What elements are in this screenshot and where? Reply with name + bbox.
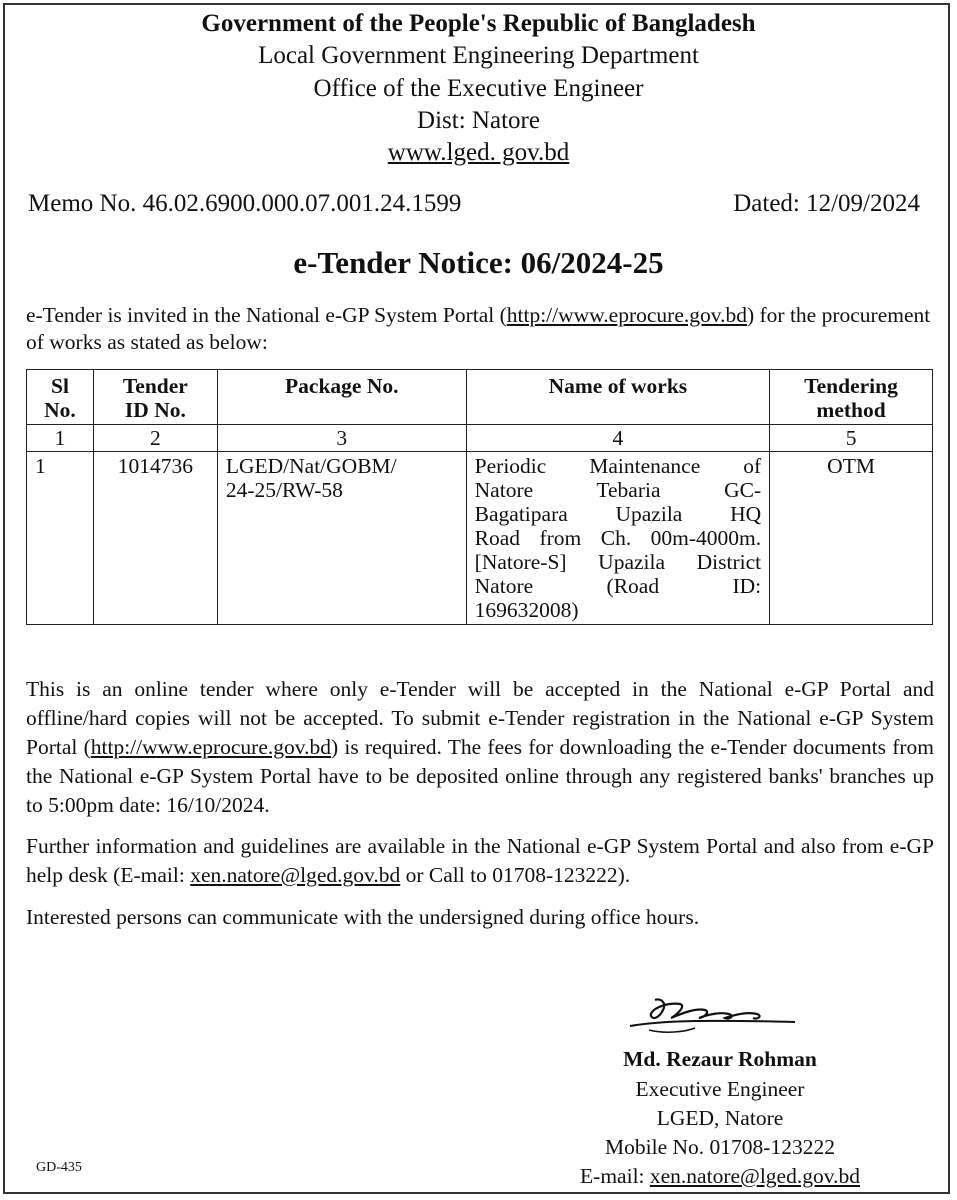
column-number: 1 (27, 425, 94, 452)
signatory-office: LGED, Natore (656, 1106, 784, 1130)
footer-code: GD-435 (36, 1160, 82, 1175)
signatory-mobile: Mobile No. 01708-123222 (605, 1135, 835, 1159)
cell-tender-id: 1014736 (93, 452, 217, 625)
table-header-row (27, 370, 933, 425)
column-number: 3 (217, 425, 466, 452)
column-number: 5 (770, 425, 933, 452)
column-number-row (27, 425, 933, 452)
department-heading: Local Government Engineering Department (258, 42, 699, 69)
signatory-designation: Executive Engineer (635, 1077, 805, 1101)
helpdesk-email-link[interactable]: xen.natore@lged.gov.bd (190, 863, 401, 887)
cell-sl: 1 (27, 452, 94, 625)
cell-works: Periodic Maintenance of Natore Tebaria GC- Bagatipara Upazila HQ Road from Ch. 00m-4000m. [Natore-S] Upazila District Natore (Road ID: 169632008) (466, 452, 769, 625)
office-heading: Office of the Executive Engineer (313, 75, 644, 102)
header-sl: Sl No. (27, 370, 94, 425)
header-works: Name of works (466, 370, 769, 425)
signature-mark (625, 990, 805, 1040)
eprocure-link[interactable]: http://www.eprocure.gov.bd (506, 303, 747, 327)
tender-table (26, 369, 933, 625)
cell-package: LGED/Nat/GOBM/ 24-25/RW-58 (217, 452, 466, 625)
cell-method: OTM (770, 452, 933, 625)
government-heading: Government of the People's Republic of Bangladesh (201, 10, 756, 37)
notice-title: e-Tender Notice: 06/2024-25 (293, 245, 664, 280)
header-method: Tendering method (770, 370, 933, 425)
header-tender-id: Tender ID No. (93, 370, 217, 425)
column-number: 2 (93, 425, 217, 452)
intro-text-a: e-Tender is invited in the National e-GP System Portal ( (26, 303, 507, 327)
memo-number: Memo No. 46.02.6900.000.07.001.24.1599 (28, 190, 462, 217)
website-link[interactable]: www.lged. gov.bd (387, 139, 570, 166)
intro-text-b: ) for the procurement of works as stated as below: (26, 303, 931, 354)
signatory-email-line: E-mail: xen.natore@lged.gov.bd (580, 1164, 860, 1188)
contact-paragraph: Interested persons can communicate with the undersigned during office hours. (26, 905, 700, 929)
table-row (27, 452, 933, 625)
further-info-paragraph: Further information and guidelines are available in the National e-GP System Portal and also from e-GP help desk (E-mail: xen.natore@lged.gov.bd or Call to 01708-123222). (26, 834, 934, 887)
intro-paragraph (26, 302, 934, 356)
memo-date: Dated: 12/09/2024 (733, 190, 920, 217)
signatory-name: Md. Rezaur Rohman (623, 1047, 817, 1071)
eprocure-link-2[interactable]: http://www.eprocure.gov.bd (90, 735, 331, 759)
district-heading: Dist: Natore (417, 107, 540, 134)
column-number: 4 (466, 425, 769, 452)
online-tender-paragraph: This is an online tender where only e-Tender will be accepted in the National e-GP Portal and offline/hard copies will not be accepted. To submit e-Tender registration in the National e-GP System Portal (http://www.eprocure.gov.bd) is required. The fees for downloading the e-Tender documents from the National e-GP System Portal have to be deposited online through any registered banks' branches up to 5:00pm date: 16/10/2024. (26, 677, 934, 817)
signatory-email-link[interactable]: xen.natore@lged.gov.bd (649, 1164, 860, 1188)
header-package: Package No. (217, 370, 466, 425)
